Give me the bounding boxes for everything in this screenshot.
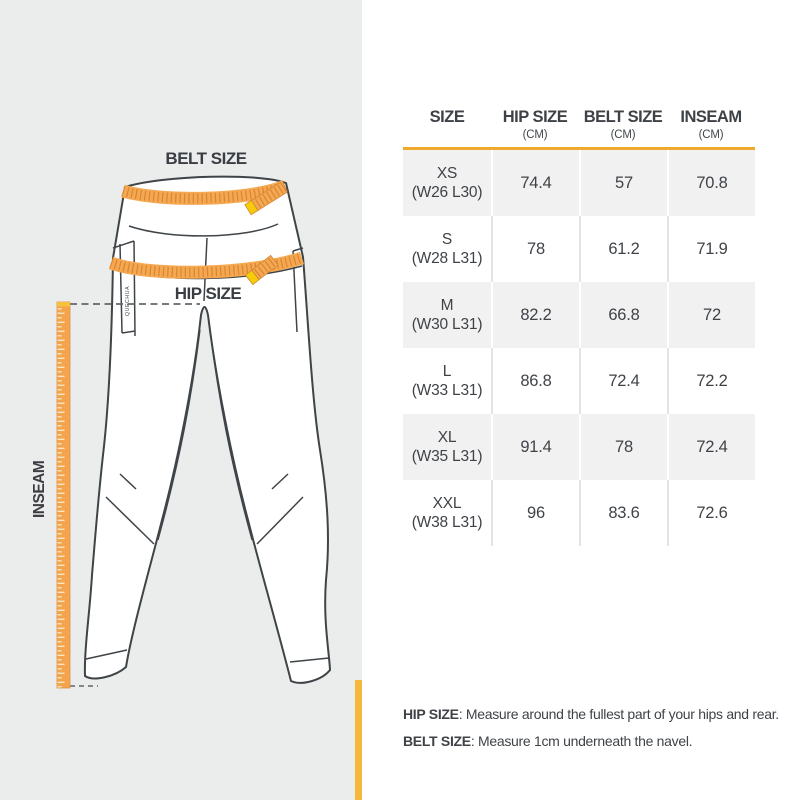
hip-cell: 74.4 <box>491 150 579 216</box>
size-table-panel <box>362 0 800 800</box>
column-header-belt-size <box>579 100 667 147</box>
column-unit: (CM) <box>522 129 548 141</box>
column-label: BELT SIZE <box>583 108 663 126</box>
table-row <box>403 282 755 348</box>
note-text: : Measure 1cm underneath the navel. <box>470 733 693 749</box>
note-text: : Measure around the fullest part of your hips and rear. <box>458 706 779 722</box>
size-cell <box>403 414 491 480</box>
inseam-cell: 72.4 <box>667 414 755 480</box>
size-table <box>403 100 755 546</box>
belt-cell: 83.6 <box>579 480 667 546</box>
inseam-cell: 71.9 <box>667 216 755 282</box>
size-value: XL <box>437 429 457 446</box>
size-value: M <box>440 297 454 314</box>
size-variant: (W26 L30) <box>411 184 483 201</box>
hip-size-label: HIP SIZE <box>174 284 242 303</box>
belt-size-label: BELT SIZE <box>165 149 247 168</box>
size-cell <box>403 216 491 282</box>
hip-cell: 86.8 <box>491 348 579 414</box>
column-label: INSEAM <box>680 108 742 126</box>
size-cell <box>403 348 491 414</box>
belt-cell: 66.8 <box>579 282 667 348</box>
size-cell <box>403 480 491 546</box>
belt-cell: 61.2 <box>579 216 667 282</box>
column-header-hip-size <box>491 100 579 147</box>
inseam-label: INSEAM <box>31 460 48 518</box>
hip-cell: 82.2 <box>491 282 579 348</box>
size-value: XS <box>436 165 458 182</box>
size-variant: (W30 L31) <box>411 316 483 333</box>
brand-label: QUECHUA <box>125 285 131 316</box>
inseam-cell: 70.8 <box>667 150 755 216</box>
note-label: BELT SIZE <box>403 733 471 749</box>
belt-cell: 57 <box>579 150 667 216</box>
belt-cell: 72.4 <box>579 348 667 414</box>
size-variant: (W35 L31) <box>411 448 483 465</box>
table-row <box>403 150 755 216</box>
note-line <box>403 701 779 728</box>
table-row <box>403 480 755 546</box>
size-cell <box>403 150 491 216</box>
column-unit: (CM) <box>698 129 724 141</box>
belt-cell: 78 <box>579 414 667 480</box>
size-variant: (W33 L31) <box>411 382 483 399</box>
table-body <box>403 150 755 546</box>
note-label: HIP SIZE <box>403 706 459 722</box>
table-row <box>403 216 755 282</box>
table-row <box>403 414 755 480</box>
column-label: HIP SIZE <box>502 108 568 126</box>
size-variant: (W38 L31) <box>411 514 483 531</box>
size-value: L <box>442 363 452 380</box>
inseam-cell: 72.2 <box>667 348 755 414</box>
hip-cell: 96 <box>491 480 579 546</box>
inseam-cell: 72 <box>667 282 755 348</box>
size-cell <box>403 282 491 348</box>
column-unit: (CM) <box>610 129 636 141</box>
measurement-notes <box>403 701 779 755</box>
hip-cell: 91.4 <box>491 414 579 480</box>
table-header-row <box>403 100 755 147</box>
measurement-diagram-panel <box>0 0 362 800</box>
note-line <box>403 728 779 755</box>
table-row <box>403 348 755 414</box>
inseam-cell: 72.6 <box>667 480 755 546</box>
hip-cell: 78 <box>491 216 579 282</box>
accent-bar <box>355 680 362 800</box>
pants-diagram <box>0 0 362 800</box>
column-label: SIZE <box>429 108 465 126</box>
column-header-inseam <box>667 100 755 147</box>
inseam-ruler <box>57 302 70 688</box>
column-header-size <box>403 100 491 147</box>
size-value: S <box>441 231 453 248</box>
size-value: XXL <box>432 495 462 512</box>
size-variant: (W28 L31) <box>411 250 483 267</box>
